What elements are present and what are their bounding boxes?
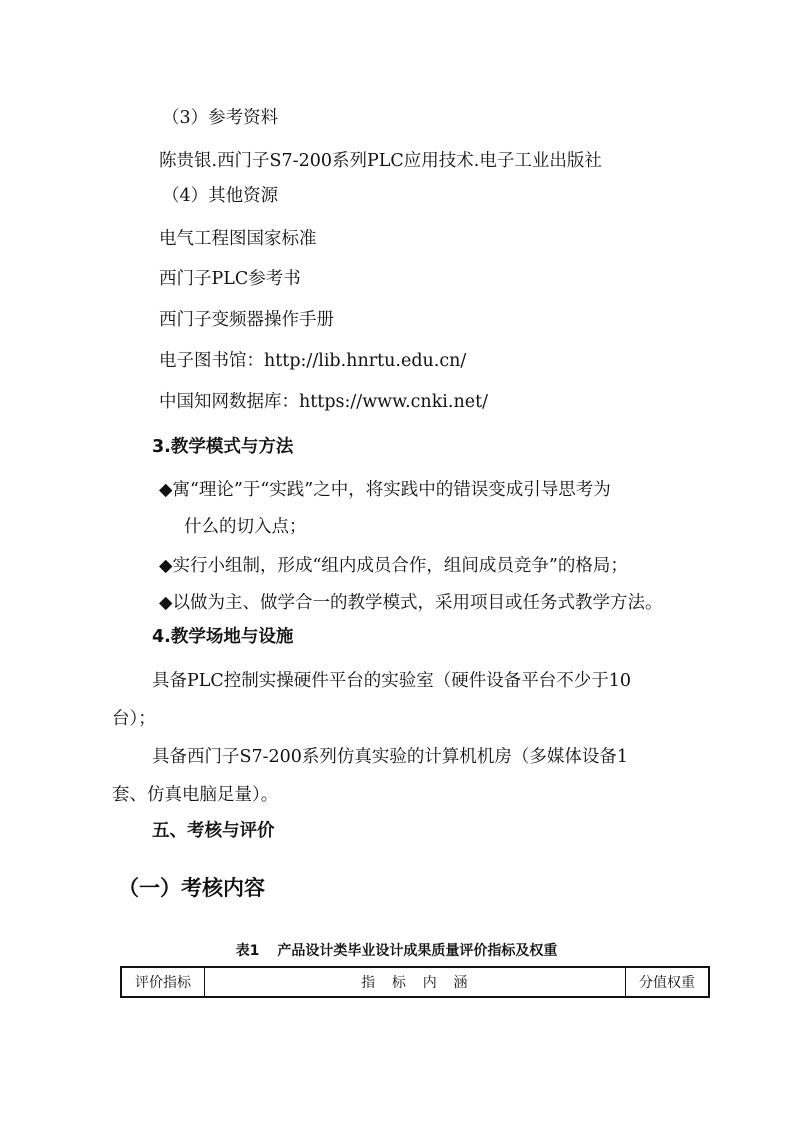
paragraph-line: 套、仿真电脑足量）。 xyxy=(112,785,279,805)
table-caption-text: 产品设计类毕业设计成果质量评价指标及权重 xyxy=(277,943,558,959)
chapter-title: 五、考核与评价 xyxy=(152,821,275,841)
table-caption xyxy=(0,942,793,960)
section-title: 3.教学模式与方法 xyxy=(152,437,294,457)
resource-item: 西门子变频器操作手册 xyxy=(159,310,334,330)
table-header-row xyxy=(121,967,709,997)
resource-item: 电子图书馆：http://lib.hnrtu.edu.cn/ xyxy=(159,351,467,371)
bullet-item: ◆以做为主、做学合一的教学模式，采用项目或任务式教学方法。 xyxy=(159,593,663,613)
resource-item: 西门子PLC参考书 xyxy=(159,269,301,289)
paragraph-line: 台）； xyxy=(112,709,156,729)
paragraph-line: 具备PLC控制实操硬件平台的实验室（硬件设备平台不少于10 xyxy=(152,671,632,691)
evaluation-table xyxy=(120,966,710,998)
subsection-title: （一）考核内容 xyxy=(118,876,265,900)
paragraph-line: 具备西门子S7-200系列仿真实验的计算机机房（多媒体设备1 xyxy=(152,747,629,767)
table-header-cell: 分值权重 xyxy=(626,967,710,997)
other-resources-heading: （4）其他资源 xyxy=(162,186,279,206)
bullet-item-continuation: 什么的切入点； xyxy=(184,517,307,537)
bullet-item: ◆实行小组制，形成“组内成员合作，组间成员竞争”的格局； xyxy=(159,556,628,576)
table-caption-number: 表1 xyxy=(235,943,260,959)
reference-book: 陈贵银.西门子S7-200系列PLC应用技术.电子工业出版社 xyxy=(159,151,602,171)
table-header-cell: 指 标 内 涵 xyxy=(205,967,626,997)
resource-item: 中国知网数据库：https://www.cnki.net/ xyxy=(159,392,489,412)
references-heading: （3）参考资料 xyxy=(162,108,279,128)
table-header-cell: 评价指标 xyxy=(121,967,205,997)
section-title: 4.教学场地与设施 xyxy=(152,627,294,647)
resource-item: 电气工程图国家标准 xyxy=(159,229,317,249)
bullet-item: ◆寓“理论”于“实践”之中，将实践中的错误变成引导思考为 xyxy=(159,480,611,500)
